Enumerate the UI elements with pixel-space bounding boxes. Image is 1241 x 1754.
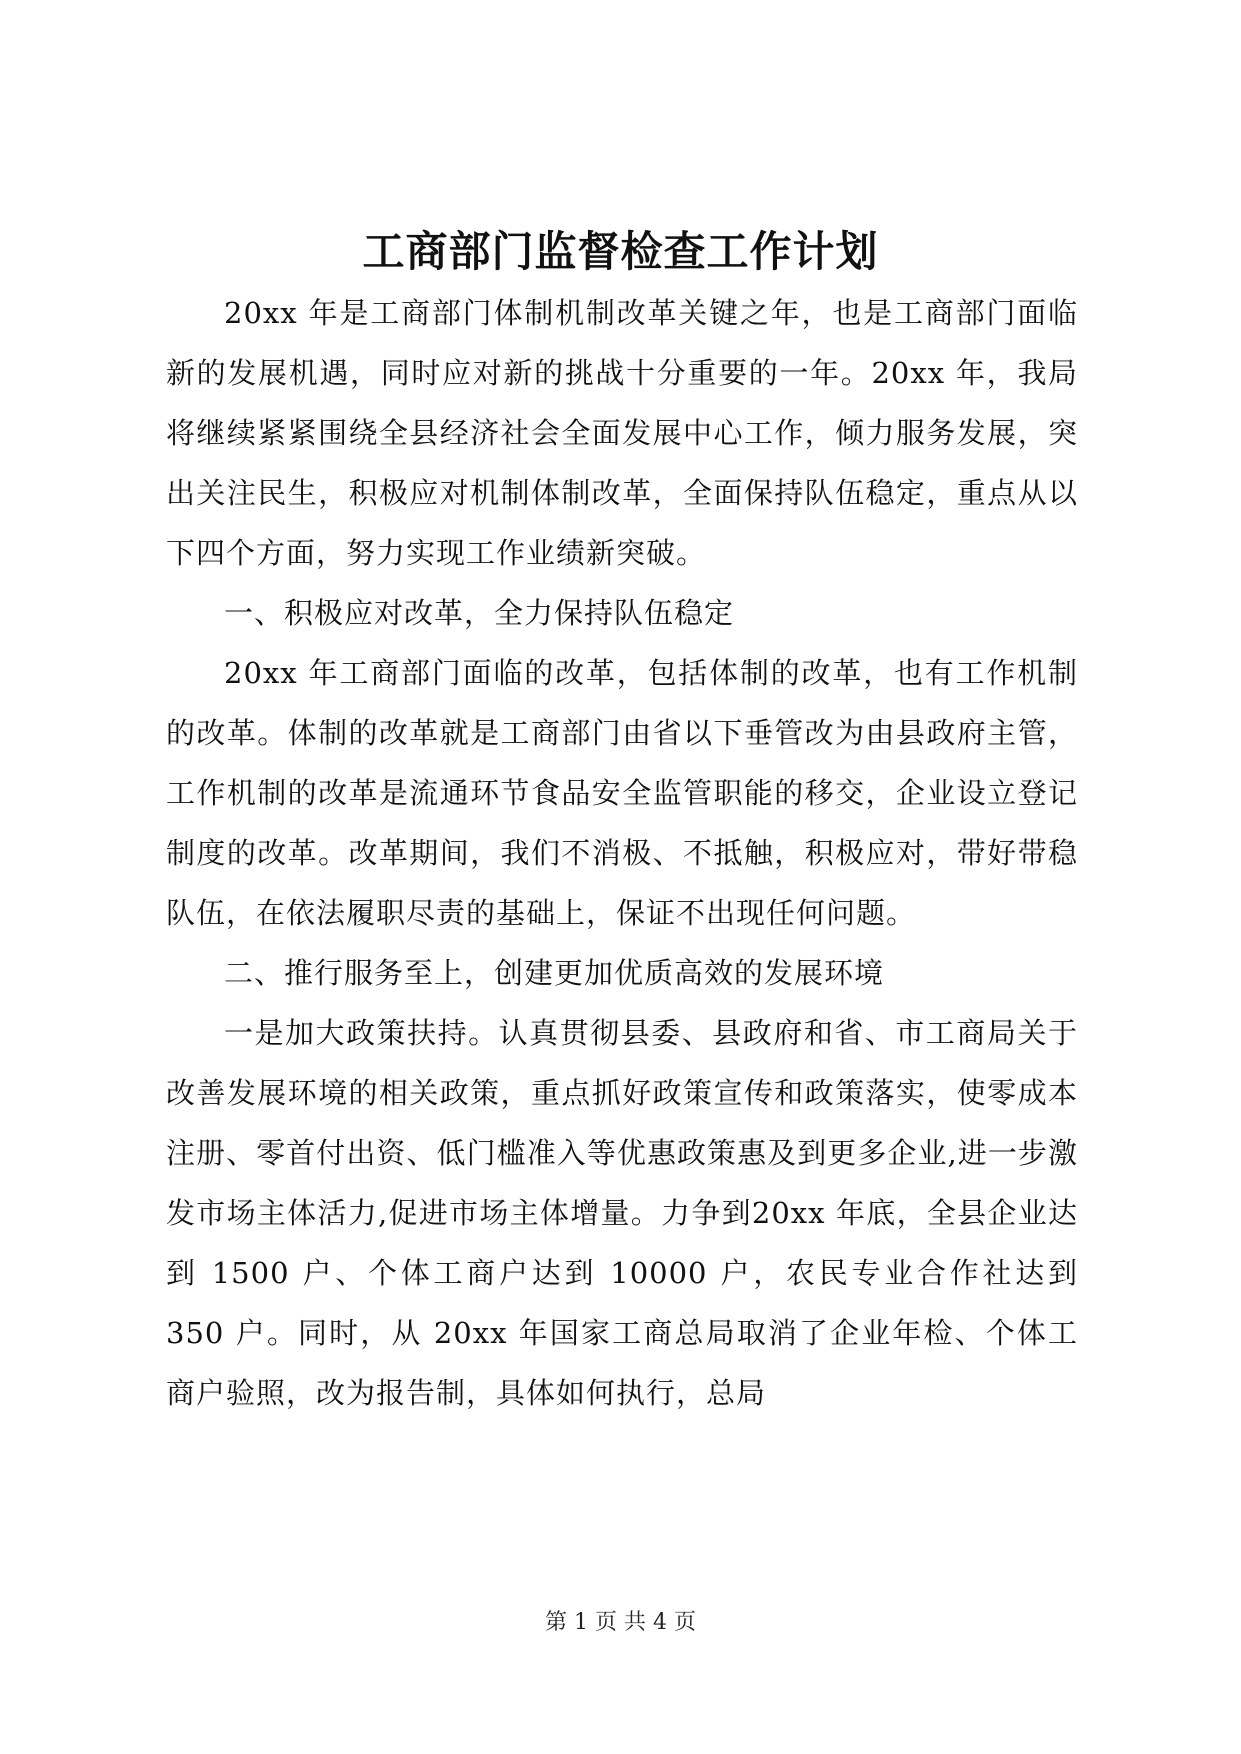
intro-paragraph: 20xx 年是工商部门体制机制改革关键之年，也是工商部门面临新的发展机遇，同时应对新的挑战十分重要的一年。20xx 年，我局将继续紧紧围绕全县经济社会全面发展中心工作，倾力服务发展，突出关注民生，积极应对机制体制改革，全面保持队伍稳定，重点从以下四个方面，努力实现工作业绩新突破。 <box>166 296 1078 570</box>
section-2-paragraph: 一是加大政策扶持。认真贯彻县委、县政府和省、市工商局关于改善发展环境的相关政策，重点抓好政策宣传和政策落实，使零成本注册、零首付出资、低门槛准入等优惠政策惠及到更多企业,进一步激发市场主体活力,促进市场主体增量。力争到20xx 年底，全县企业达到 1500 户、个体工商户达到 10000 户，农民专业合作社达到 350 户。同时，从 20xx 年国家工商总局取消了企业年检、个体工商户验照，改为报告制，具体如何执行，总局 <box>166 1016 1078 1410</box>
section-heading-2: 二、推行服务至上，创建更加优质高效的发展环境 <box>224 956 885 990</box>
document-title: 工商部门监督检查工作计划 <box>362 227 879 276</box>
section-1-paragraph: 20xx 年工商部门面临的改革，包括体制的改革，也有工作机制的改革。体制的改革就是工商部门由省以下垂管改为由县政府主管，工作机制的改革是流通环节食品安全监管职能的移交，企业设立登记制度的改革。改革期间，我们不消极、不抵触，积极应对，带好带稳队伍，在依法履职尽责的基础上，保证不出现任何问题。 <box>166 656 1078 930</box>
document-body <box>166 283 1078 1423</box>
section-heading-1: 一、积极应对改革，全力保持队伍稳定 <box>224 596 735 630</box>
page-footer: 第 1 页 共 4 页 <box>545 1610 696 1635</box>
